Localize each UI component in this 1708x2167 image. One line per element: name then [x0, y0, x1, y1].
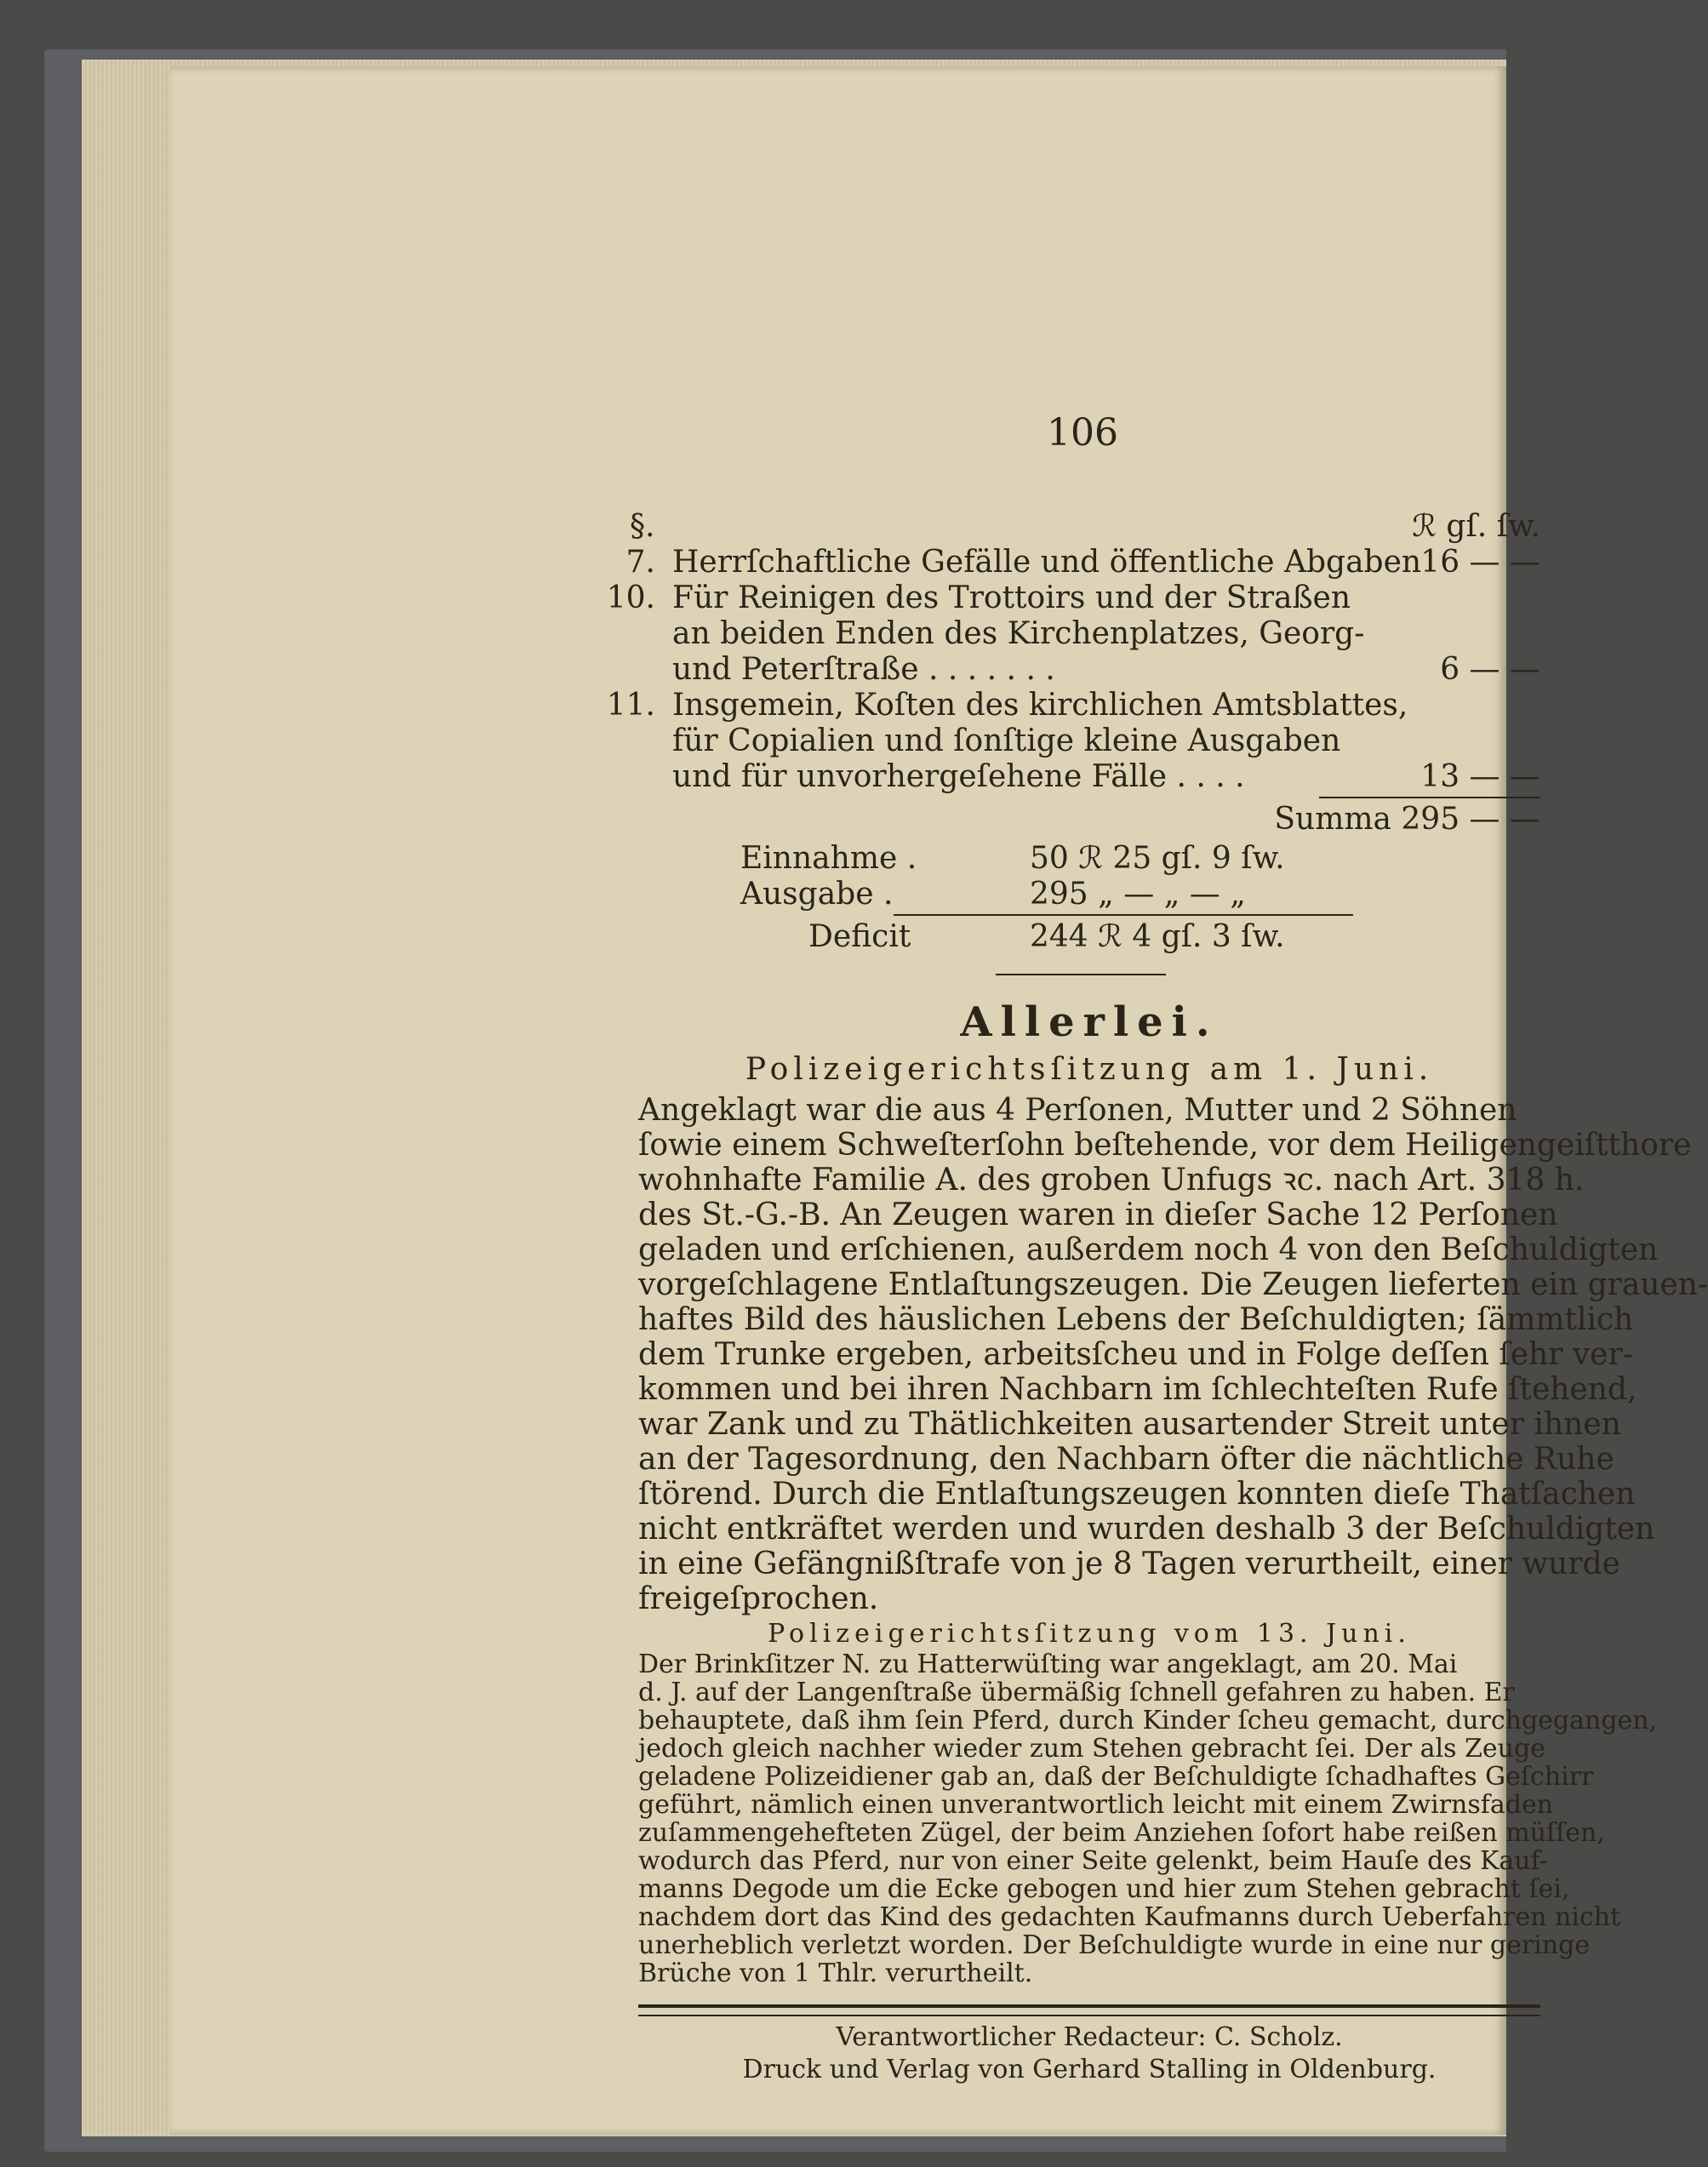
page-number: 106: [1047, 411, 1118, 455]
report-line: wohnhafte Familie A. des groben Unfugs ꝛc. nach Art. 318 h.: [638, 1163, 1585, 1198]
footer-rule: [638, 2004, 1540, 2016]
report-line: Brüche von 1 Thlr. verurtheilt.: [638, 1958, 1033, 1988]
ledger-item-text: und für unvorhergeſehene Fälle . . . .: [672, 759, 1245, 794]
report-line: Der Brinkſitzer N. zu Hatterwüſting war angeklagt, am 20. Mai: [638, 1650, 1458, 1679]
report-line: unerheblich verletzt worden. Der Beſchuldigte wurde in eine nur geringe: [638, 1930, 1591, 1960]
report-line: geladen und erſchienen, außerdem noch 4 von den Beſchuldigten: [638, 1232, 1659, 1267]
balance-value: 244 ℛ 4 gſ. 3 ſw.: [1030, 919, 1285, 954]
report-line: nicht entkräftet werden und wurden deshalb 3 der Beſchuldigten: [638, 1512, 1655, 1547]
balance-label: Deficit: [808, 919, 911, 954]
report-line: jedoch gleich nachher wieder zum Stehen gebracht ſei. Der als Zeuge: [638, 1734, 1545, 1764]
ledger-units-header: ℛ gſ. ſw.: [1412, 509, 1540, 544]
report-line: ſtörend. Durch die Entlaſtungszeugen konnten dieſe Thatſachen: [638, 1477, 1636, 1512]
ledger-item-text: Insgemein, Koſten des kirchlichen Amtsblattes,: [672, 688, 1408, 723]
footer-printer: Druck und Verlag von Gerhard Stalling in Oldenburg.: [742, 2055, 1437, 2084]
book-page: [170, 66, 1708, 2135]
ledger-item-text: Für Reinigen des Trottoirs und der Straßen: [672, 580, 1351, 615]
report-line: wodurch das Pferd, nur von einer Seite gelenkt, beim Hauſe des Kauf-: [638, 1846, 1548, 1876]
ledger-section-header: §.: [630, 509, 655, 544]
report-line: zuſammengehefteten Zügel, der beim Anziehen ſofort habe reißen müſſen,: [638, 1818, 1605, 1848]
report-line: behauptete, daß ihm ſein Pferd, durch Kinder ſcheu gemacht, durchgegangen,: [638, 1706, 1658, 1735]
report-line: war Zank und zu Thätlichkeiten ausartender Streit unter ihnen: [638, 1407, 1621, 1442]
report-line: vorgeſchlagene Entlaſtungszeugen. Die Zeugen lieferten ein grauen-: [638, 1267, 1708, 1302]
ledger-item-text: an beiden Enden des Kirchenplatzes, Georg-: [672, 616, 1365, 651]
report-line: ſowie einem Schweſterſohn beſtehende, vor dem Heiligengeiſtthore: [638, 1128, 1692, 1163]
summa-rule: [1319, 797, 1540, 798]
report-line: manns Degode um die Ecke gebogen und hier zum Stehen gebracht ſei,: [638, 1874, 1570, 1904]
report-line: in eine Gefängnißſtrafe von je 8 Tagen verurtheilt, einer wurde: [638, 1547, 1620, 1581]
ledger-item-number: 7.: [626, 545, 655, 580]
summa-total: Summa 295 — —: [1274, 802, 1540, 837]
report-line: geführt, nämlich einen unverantwortlich leicht mit einem Zwirnsfaden: [638, 1790, 1554, 1820]
report-line: nachdem dort das Kind des gedachten Kaufmanns durch Ueberfahren nicht: [638, 1902, 1621, 1932]
section-subheading: Polizeigerichtsſitzung vom 13. Juni.: [768, 1619, 1411, 1649]
balance-value: 50 ℛ 25 gſ. 9 ſw.: [1030, 841, 1285, 876]
ledger-item-text: Herrſchaftliche Gefälle und öffentliche Abgaben: [672, 545, 1422, 580]
section-divider: [996, 974, 1166, 975]
footer-editor: Verantwortlicher Redacteur: C. Scholz.: [836, 2022, 1343, 2052]
report-line: kommen und bei ihren Nachbarn im ſchlechteſten Rufe ſtehend,: [638, 1372, 1637, 1407]
report-line: Angeklagt war die aus 4 Perſonen, Mutter und 2 Söhnen: [638, 1093, 1517, 1128]
balance-value: 295 „ — „ — „: [1030, 877, 1246, 912]
ledger-item-number: 11.: [606, 688, 655, 723]
ledger-item-amount: 13 — —: [1420, 759, 1540, 794]
ledger-item-number: 10.: [606, 580, 655, 615]
ledger-item-amount: 6 — —: [1440, 652, 1540, 687]
section-subheading: Polizeigerichtsſitzung am 1. Juni.: [745, 1052, 1434, 1087]
balance-label: Ausgabe .: [740, 877, 894, 912]
ledger-item-amount: 16 — —: [1420, 545, 1540, 580]
report-line: des St.-G.-B. An Zeugen waren in dieſer Sache 12 Perſonen: [638, 1198, 1558, 1232]
report-line: dem Trunke ergeben, arbeitsſcheu und in Folge deſſen ſehr ver-: [638, 1337, 1633, 1372]
report-line: an der Tagesordnung, den Nachbarn öfter die nächtliche Ruhe: [638, 1442, 1614, 1477]
ledger-item-text: und Peterſtraße . . . . . . .: [672, 652, 1055, 687]
ledger-item-text: für Copialien und ſonſtige kleine Ausgaben: [672, 723, 1341, 758]
balance-label: Einnahme .: [740, 841, 917, 876]
report-line: geladene Polizeidiener gab an, daß der Beſchuldigte ſchadhaftes Geſchirr: [638, 1762, 1594, 1792]
report-line: freigeſprochen.: [638, 1581, 879, 1616]
report-line: d. J. auf der Langenſtraße übermäßig ſchnell gefahren zu haben. Er: [638, 1678, 1515, 1707]
section-heading: Allerlei.: [960, 998, 1219, 1046]
report-line: haftes Bild des häuslichen Lebens der Beſchuldigten; ſämmtlich: [638, 1302, 1634, 1337]
balance-rule: [894, 914, 1353, 916]
